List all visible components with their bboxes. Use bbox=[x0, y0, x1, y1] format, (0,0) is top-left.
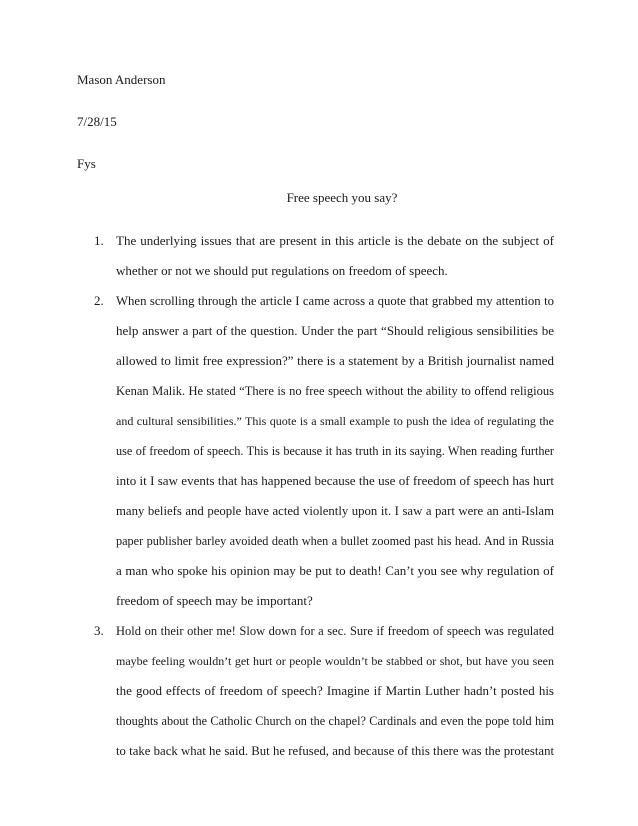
text-line: help answer a part of the question. Under the part “Should religious sensibilities be bbox=[116, 323, 554, 338]
list-item-1 bbox=[94, 226, 554, 286]
text-line: many beliefs and people have acted violently upon it. I saw a part were an anti-Islam bbox=[116, 504, 554, 518]
text-line: a man who spoke his opinion may be put to death! Can’t you see why regulation of bbox=[116, 563, 554, 578]
document-date: 7/28/15 bbox=[77, 114, 117, 129]
document-title: Free speech you say? bbox=[286, 190, 398, 205]
text-line: thoughts about the Catholic Church on the chapel? Cardinals and even the pope told him bbox=[116, 714, 554, 728]
list-item-text bbox=[116, 226, 554, 286]
list-item-number: 2. bbox=[94, 293, 104, 308]
text-line: Kenan Malik. He stated “There is no free speech without the ability to offend religious bbox=[116, 384, 554, 398]
author-name: Mason Anderson bbox=[77, 72, 166, 87]
text-line: Hold on their other me! Slow down for a sec. Sure if freedom of speech was regulated bbox=[116, 624, 554, 638]
text-line: and cultural sensibilities.” This quote is a small example to push the idea of regulating the bbox=[116, 414, 554, 428]
numbered-list bbox=[94, 226, 554, 766]
text-line: paper publisher barley avoided death when a bullet zoomed past his head. And in Russia bbox=[116, 534, 554, 548]
text-line: use of freedom of speech. This is because it has truth in its saying. When reading further bbox=[116, 444, 554, 458]
list-item-2 bbox=[94, 286, 554, 616]
course-name: Fys bbox=[77, 156, 96, 171]
list-item-number: 1. bbox=[94, 233, 104, 248]
text-line: maybe feeling wouldn’t get hurt or people wouldn’t be stabbed or shot, but have you seen bbox=[116, 654, 554, 668]
text-line: The underlying issues that are present in this article is the debate on the subject of bbox=[116, 233, 554, 248]
list-item-number: 3. bbox=[94, 623, 104, 638]
list-item-text bbox=[116, 616, 554, 766]
text-line: the good effects of freedom of speech? Imagine if Martin Luther hadn’t posted his bbox=[116, 683, 554, 698]
text-line: whether or not we should put regulations on freedom of speech. bbox=[116, 263, 448, 278]
text-line: into it I saw events that has happened because the use of freedom of speech has hurt bbox=[116, 473, 554, 488]
text-line: allowed to limit free expression?” there is a statement by a British journalist named bbox=[116, 353, 554, 368]
list-item-text bbox=[116, 286, 554, 616]
text-line: When scrolling through the article I came across a quote that grabbed my attention to bbox=[116, 294, 554, 308]
text-line: freedom of speech may be important? bbox=[116, 593, 313, 608]
list-item-3 bbox=[94, 616, 554, 766]
text-line: to take back what he said. But he refused, and because of this there was the protestant bbox=[116, 744, 554, 758]
